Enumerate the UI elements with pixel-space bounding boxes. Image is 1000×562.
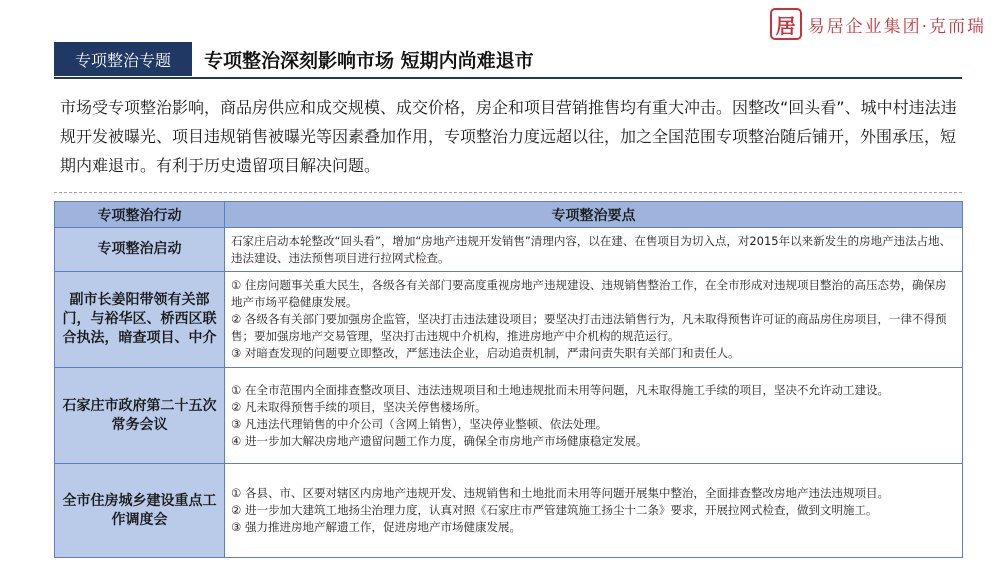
point-item: ① 住房问题事关重大民生，各级各有关部门要高度重视房地产违规建设、违规销售整治工作，在全市形成对违规项目整治的高压态势，确保房地产市场平稳健康发展。	[231, 278, 947, 309]
action-cell: 副市长姜阳带领有关部门，与裕华区、桥西区联合执法，暗查项目、中介	[55, 272, 225, 368]
point-item: 石家庄启动本轮整改“回头看”，增加“房地产违规开发销售”清理内容，以在建、在售项目为切入点，对2015年以来新发生的房地产违法占地、违法建设、违法预售项目进行拉网式检查。	[231, 233, 952, 265]
points-cell	[225, 368, 963, 464]
points-cell	[225, 272, 963, 368]
point-item: ① 各县、市、区要对辖区内房地产违规开发、违规销售和土地批而未用等问题开展集中整治，全面排查整改房地产违法违规项目。	[231, 486, 889, 500]
intro-paragraph: 市场受专项整治影响，商品房供应和成交规模、成交价格，房企和项目营销推售均有重大冲击。因整改“回头看”、城中村违法违规开发被曝光、项目违规销售被曝光等因素叠加作用，专项整治力度远超以往，加之全国范围专项整治随后铺开，外围承压，短期内难退市。有利于历史遗留项目解决问题。	[60, 98, 957, 175]
point-item: ② 凡未取得预售手续的项目，坚决关停售楼场所。	[231, 399, 487, 414]
action-cell: 石家庄市政府第二十五次常务会议	[55, 368, 225, 464]
page-title: 专项整治深刻影响市场 短期内尚难退市	[204, 50, 534, 72]
table-row	[55, 368, 963, 464]
action-cell: 全市住房城乡建设重点工作调度会	[55, 464, 225, 558]
points-cell	[225, 464, 963, 558]
table-row	[55, 228, 963, 272]
table-header-row	[55, 202, 963, 228]
company-logo	[770, 8, 986, 40]
point-item: ② 进一步加大建筑工地扬尘治理力度，认真对照《石家庄市严管建筑施工扬尘十二条》要求，开展拉网式检查，做到文明施工。	[231, 503, 878, 517]
point-item: ② 各级各有关部门要加强房企监管，坚决打击违法建设项目；要坚决打击违法销售行为，凡未取得预售许可证的商品房住房项目，一律不得预售；要加强房地产交易管理，坚决打击违规中介机构，推进房地产中介机构的规范运行。	[231, 312, 947, 343]
logo-mark: 居	[770, 8, 802, 40]
dashed-divider	[54, 192, 962, 193]
header-divider	[54, 77, 962, 79]
point-item: ③ 对暗查发现的问题要立即整改，严惩违法企业，启动追责机制，严肃问责失职有关部门和责任人。	[231, 346, 740, 360]
points-cell	[225, 228, 963, 272]
action-cell: 专项整治启动	[55, 228, 225, 272]
section-tag: 专项整治专题	[54, 42, 192, 76]
table-row	[55, 464, 963, 558]
table-row	[55, 272, 963, 368]
point-item: ④ 进一步加大解决房地产遗留问题工作力度，确保全市房地产市场健康稳定发展。	[231, 433, 648, 448]
point-item: ③ 凡违法代理销售的中介公司（含网上销售），坚决停业整顿、依法处理。	[231, 416, 608, 431]
logo-text: 易居企业集团·克而瑞	[807, 16, 986, 37]
point-item: ③ 强力推进房地产解遗工作，促进房地产市场健康发展。	[231, 520, 521, 534]
rectification-table	[54, 201, 963, 558]
page-header	[54, 42, 962, 78]
header-cell-action: 专项整治行动	[55, 202, 225, 228]
header-cell-points: 专项整治要点	[225, 202, 963, 228]
point-item: ① 在全市范围内全面排查整改项目、违法违规项目和土地违规批而未用等问题，凡未取得施工手续的项目，坚决不允许动工建设。	[231, 382, 889, 397]
